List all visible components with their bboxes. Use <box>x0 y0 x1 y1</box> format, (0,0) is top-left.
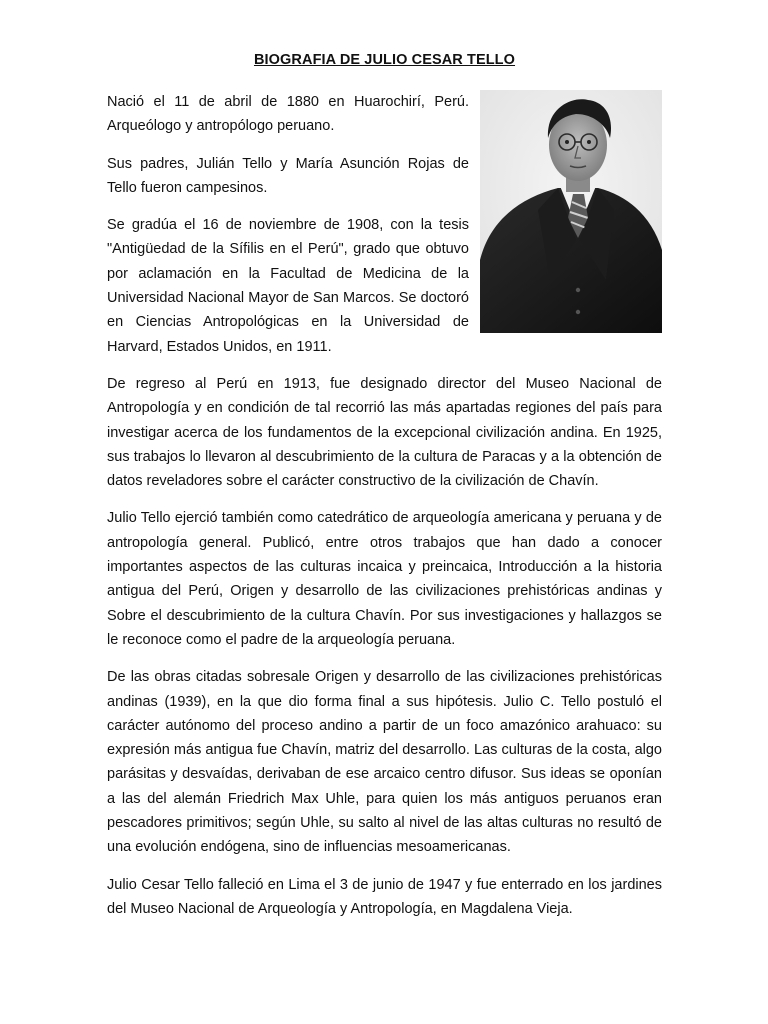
document-title: BIOGRAFIA DE JULIO CESAR TELLO <box>253 52 516 68</box>
paragraph: De regreso al Perú en 1913, fue designado director del Museo Nacional de Antropología y en condición de tal recorrió las más apartadas regiones del país para investigar acerca de los fundamentos de la excepcional civilización andina. En 1925, sus trabajos lo llevaron al descubrimiento de la cultura de Paracas y a la obtención de datos reveladores sobre el carácter constructivo de la civilización de Chavín. <box>107 375 662 490</box>
intro-text <box>107 90 469 359</box>
paragraph: De las obras citadas sobresale Origen y desarrollo de las civilizaciones prehistóricas andinas (1939), en la que dio forma final a sus hipótesis. Julio C. Tello postuló el carácter autónomo del proceso andino a partir de un foco amazónico arahuaco: su expresión más antigua fue Chavín, matriz del desarrollo. Las culturas de la costa, algo parásitas y desvaídas, derivaban de ese arcaico centro difusor. Sus ideas se oponían a las del alemán Friedrich Max Uhle, para quien los más antiguos peruanos eran pescadores primitivos; según Uhle, su salto al nivel de las altas culturas no resultó de una evolución endógena, sino de influencias mesoamericanas. <box>107 669 662 856</box>
intro-section <box>107 90 662 359</box>
paragraph: Sus padres, Julián Tello y María Asunción Rojas de Tello fueron campesinos. <box>107 155 469 196</box>
paragraph: Julio Cesar Tello falleció en Lima el 3 de junio de 1947 y fue enterrado en los jardines del Museo Nacional de Arqueología y Antropología, en Magdalena Vieja. <box>107 876 662 917</box>
paragraph: Se gradúa el 16 de noviembre de 1908, con la tesis "Antigüedad de la Sífilis en el Perú", grado que obtuvo por aclamación en la Facultad de Medicina de la Universidad Nacional Mayor de San Marcos. Se doctoró en Ciencias Antropológicas en la Universidad de Harvard, Estados Unidos, en 1911. <box>107 217 469 355</box>
portrait-photo <box>480 90 662 333</box>
body-section <box>107 372 662 921</box>
paragraph: Nació el 11 de abril de 1880 en Huarochirí, Perú. Arqueólogo y antropólogo peruano. <box>107 94 469 135</box>
document-page <box>107 52 662 934</box>
portrait-photo-icon <box>480 90 662 333</box>
paragraph: Julio Tello ejerció también como catedrático de arqueología americana y peruana y de antropología general. Publicó, entre otros trabajos que han dado a conocer importantes aspectos de las culturas incaica y preincaica, Introducción a la historia antigua del Perú, Origen y desarrollo de las civilizaciones prehistóricas andinas y Sobre el descubrimiento de la cultura Chavín. Por sus investigaciones y hallazgos se le reconoce como el padre de la arqueología peruana. <box>107 510 662 648</box>
